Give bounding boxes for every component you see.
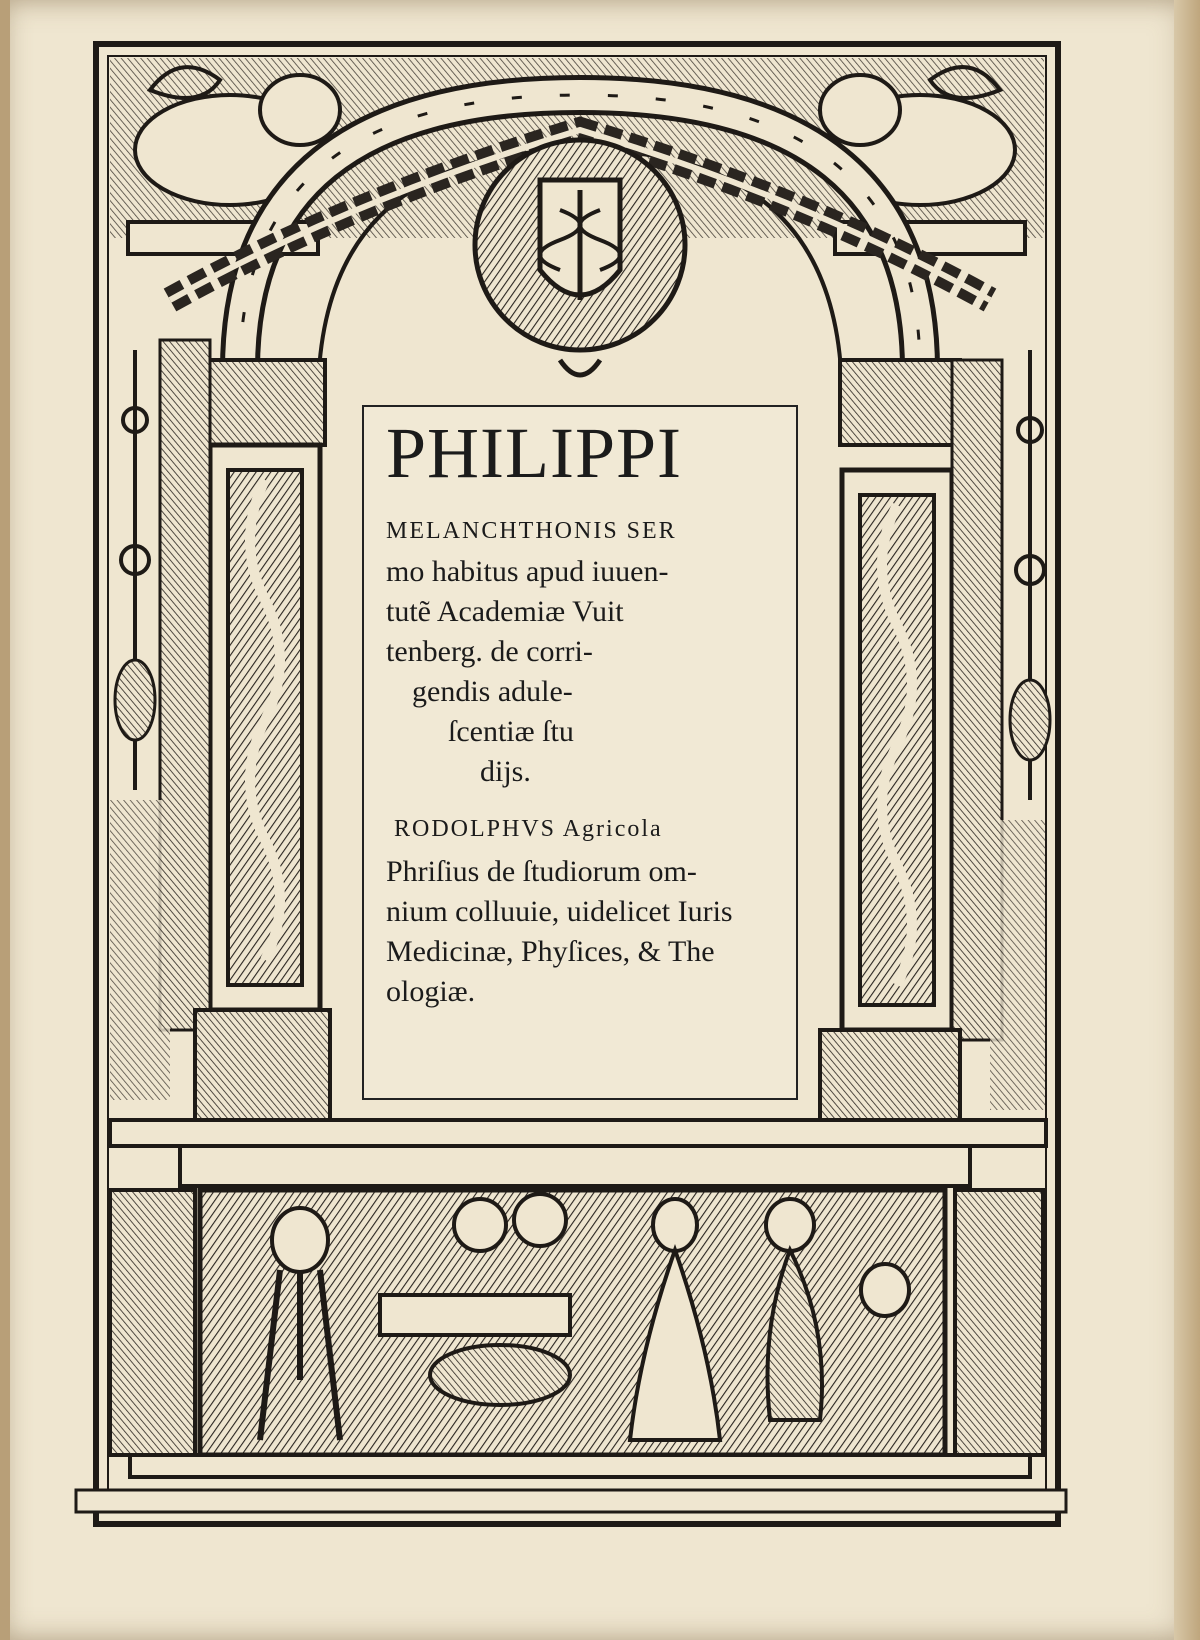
- text-line-6: ſcentiæ ſtu: [448, 715, 574, 748]
- right-column: [842, 360, 1002, 1040]
- text-line-10: nium colluuie, uidelicet Iuris: [386, 895, 733, 928]
- text-line-5: gendis adule-: [412, 675, 573, 708]
- left-column: [160, 340, 320, 1030]
- title-text-frame: [362, 405, 798, 1100]
- text-line-2: mo habitus apud iuuen-: [386, 555, 669, 588]
- text-line-12: ologiæ.: [386, 975, 476, 1008]
- page-title: PHILIPPI: [386, 413, 683, 493]
- text-line-1: MELANCHTHONIS SER: [386, 518, 677, 544]
- text-line-8: RODOLPHVS Agricola: [394, 816, 663, 842]
- text-line-3: tutẽ Academiæ Vuit: [386, 595, 624, 628]
- text-line-4: tenberg. de corri-: [386, 635, 593, 668]
- text-line-7: dijs.: [480, 755, 531, 788]
- text-line-11: Medicinæ, Phyſices, & The: [386, 935, 715, 968]
- text-line-9: Phriſius de ſtudiorum om-: [386, 855, 697, 888]
- bottom-figures-scene: [110, 1190, 1043, 1455]
